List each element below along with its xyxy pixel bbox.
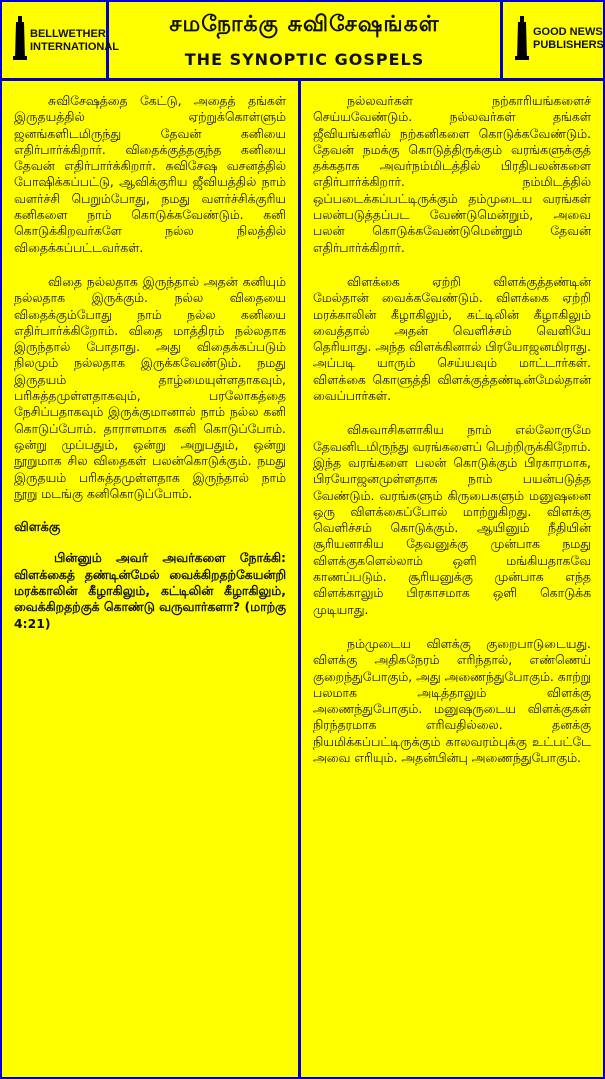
paragraph: விதை நல்லதாக இருந்தால் அதன் கனியும் நல்லதாக இருக்கும். நல்ல விதையை விதைக்கும்போது நாம் நல்ல கனியை எதிர்பார்க்கிறோம். விதை மாத்திரம் நல்லதாக இருந்தால் போதாது. அது விதைக்கப்படும் நிலமும் நல்லதாக இருக்கவேண்டும். நமது இருதயம் தாழ்மையுள்ளதாகவும், பரிசுத்தமுள்ளதாகவும், பரலோகத்தை நேசிப்பதாகவும் இருக்குமானால் நாம் நல்ல கனி கொடுப்போம். தாராளமாக கனி கொடுப்போம். ஒன்று முப்பதும், ஒன்று அறுபதும், ஒன்று நூறுமாக சில விதைகள் பலன்கொடுக்கும். நமது இருதயம் பரிசுத்தமுள்ளதாக இருந்தால் நாம் நூறு மடங்கு கனிகொடுப்போம். — [14, 273, 286, 501]
scripture-verse: பின்னும் அவர் அவர்களை நோக்கி: விளக்கைத் தண்டின்மேல் வைக்கிறதற்கேயன்றி மரக்காலின் கீழாகிலும், கட்டிலின் கீழாகிலும், வைக்கிறதற்குக் கொண்டு வருவார்களா? (மாற்கு 4:21) — [14, 550, 286, 631]
bellwether-logo-text — [30, 28, 119, 54]
bell-tower-icon — [513, 16, 531, 60]
paragraph: விசுவாசிகளாகிய நாம் எல்லோருமே தேவனிடமிருந்து வரங்களைப் பெற்றிருக்கிறோம். இந்த வரங்களை பலன் கொடுக்கும் பிரகாரமாக, பிரயோஜனமுள்ளதாக நாம் பயன்படுத்த வேண்டும். வரங்களும் கிருபைகளும் மனுஷனை ஒரு விளக்கைப்போல் மாற்றுகிறது. விளக்கு வெளிச்சம் கொடுக்கும். ஆயினும் நீதியின் சூரியனாகிய தேவனுக்கு முன்பாக நமது விளக்குகளெல்லாம் ஒளி மங்கியதாகவே காணப்படும். சூரியனுக்கு முன்பாக எந்த விளக்காலும் பிரகாசமாக ஒளி கொடுக்க முடியாது. — [313, 422, 591, 617]
bell-tower-icon — [11, 16, 29, 60]
left-column — [2, 81, 301, 1077]
right-column — [301, 81, 603, 1077]
logo-line-2: PUBLISHERS — [533, 39, 604, 51]
logo-line-2: INTERNATIONAL — [30, 41, 120, 53]
bellwether-logo — [2, 2, 120, 78]
logo-line-1: BELLWETHER — [30, 28, 106, 40]
header — [2, 2, 603, 81]
title-box — [109, 2, 500, 78]
good-news-logo-text — [533, 26, 604, 52]
paragraph: விளக்கை ஏற்றி விளக்குத்தண்டின் மேல்தான் வைக்கவேண்டும். விளக்கை ஏற்றி மரக்காலின் கீழாகிலும், கட்டிலின் கீழாகிலும் வைத்தால் அதன் வெளிச்சம் வெளியே தெரியாது. அந்த விளக்கினால் பிரயோஜனமிராது. அப்படி யாரும் செய்யவும் மாட்டார்கள். விளக்கை கொளுத்தி விளக்குத்தண்டின்மேல்தான் வைப்பார்கள். — [313, 273, 591, 404]
paragraph: நம்முடைய விளக்கு குறைபாடுடையது. விளக்கு அதிகநேரம் எரிந்தால், எண்ணெய் குறைந்துபோகும், அது அணைந்துபோகும். காற்று பலமாக அடித்தாலும் விளக்கு அணைந்துபோகும். மனுஷருடைய விளக்குகள் நிரந்தரமாக எரிவதில்லை. தனக்கு நியமிக்கப்பட்டிருக்கும் காலவரம்புக்கு உட்பட்டே அவை எரியும். அதன்பின்பு அணைந்துபோகும். — [313, 635, 591, 765]
good-news-logo — [500, 2, 603, 78]
page-title-english: THE SYNOPTIC GOSPELS — [184, 50, 425, 69]
section-heading: விளக்கு — [14, 520, 61, 536]
paragraph: சுவிசேஷத்தை கேட்டு, அதைத் தங்கள் இருதயத்தில் ஏற்றுக்கொள்ளும் ஜனங்களிடமிருந்து தேவன் கனியை எதிர்பார்க்கிறார். விதைக்குத்தகுந்த கனியை தேவன் எதிர்பார்க்கிறார். சுவிசேஷ வசனத்தில் போஷிக்கப்பட்டு, ஆவிக்குரிய ஜீவியத்தில் நாம் வளர்ச்சி பெறும்போது, நமது வளர்ச்சிக்குரிய கனிகளை நாம் கொடுக்கவேண்டும். கனி கொடுக்கிறவர்களே நல்ல நிலத்தில் விதைக்கப்பட்டவர்கள். — [14, 93, 286, 255]
paragraph: நல்லவர்கள் நற்காரியங்களைச் செய்யவேண்டும். நல்லவர்கள் தங்கள் ஜீவியங்களில் நற்கனிகளை கொடுக்கவேண்டும். தேவன் நமக்கு கொடுத்திருக்கும் வரங்களுக்குத் தக்கதாக அவர்நம்மிடத்தில் பிரதிபலன்களை எதிர்பார்க்கிறார். நம்மிடத்தில் ஒப்படைக்கப்பட்டிருக்கும் தம்முடைய வரங்கள் பலன்படுத்தப்பட வேண்டுமென்றும், அவை பலன் கொடுக்கவேண்டுமென்றும் தேவன் எதிர்பார்க்கிறார். — [313, 93, 591, 255]
logo-line-1: GOOD NEWS — [533, 26, 603, 38]
page-title-tamil: சமநோக்கு சுவிசேஷங்கள் — [169, 12, 440, 37]
